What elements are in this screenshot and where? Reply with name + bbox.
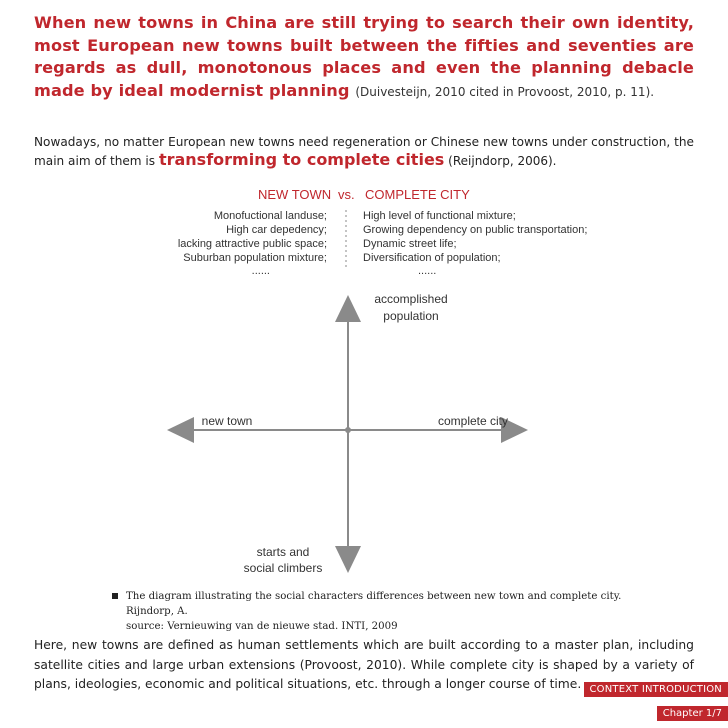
complete-city-trait: Diversification of population; bbox=[363, 252, 501, 264]
chapter-tag: Chapter 1/7 bbox=[657, 706, 728, 721]
diagram-caption bbox=[112, 589, 672, 634]
bullet-icon bbox=[112, 593, 118, 599]
new-town-trait: lacking attractive public space; bbox=[177, 238, 327, 250]
diagram-title-vs: vs. bbox=[338, 187, 355, 202]
caption-line: The diagram illustrating the social characters differences between new town and complete city. Rijndorp, A. bbox=[126, 591, 622, 617]
complete-city-trait: Growing dependency on public transportation; bbox=[363, 224, 588, 236]
intro-paragraph bbox=[34, 12, 694, 103]
complete-city-trait: ...... bbox=[418, 265, 437, 277]
new-town-vs-complete-city-diagram bbox=[0, 180, 728, 580]
diagram-title-new-town: NEW TOWN bbox=[258, 187, 332, 202]
new-town-trait: Suburban population mixture; bbox=[183, 252, 327, 264]
axis-bottom-label: social climbers bbox=[243, 561, 323, 575]
definition-paragraph: Here, new towns are defined as human settlements which are built according to a master plan, including satellite cities and large urban extensions (Provoost, 2010). While complete city is shaped by a variety of plans, ideologies, economic and political situations, etc. through a longer course of time. bbox=[34, 638, 694, 691]
new-town-trait: High car depedency; bbox=[226, 224, 327, 236]
axis-top-label: population bbox=[383, 309, 439, 323]
axis-right-label: complete city bbox=[437, 414, 509, 428]
arrow-down-icon bbox=[335, 546, 361, 573]
diagram-title-complete-city: COMPLETE CITY bbox=[365, 187, 470, 202]
new-town-trait: ...... bbox=[251, 265, 270, 277]
aim-paragraph bbox=[34, 133, 694, 170]
caption-source: source: Vernieuwing van de nieuwe stad. INTI, 2009 bbox=[126, 621, 398, 632]
intro-citation: (Duivesteijn, 2010 cited in Provoost, 2010, p. 11). bbox=[355, 84, 655, 99]
axis-origin bbox=[345, 427, 351, 433]
axis-bottom-label: starts and bbox=[256, 545, 310, 559]
new-town-trait: Monofuctional landuse; bbox=[213, 210, 327, 222]
aim-highlight: transforming to complete cities bbox=[158, 150, 445, 169]
diagram-svg bbox=[0, 180, 728, 580]
complete-city-trait: High level of functional mixture; bbox=[363, 210, 516, 222]
aim-citation: (Reijndorp, 2006). bbox=[448, 154, 557, 168]
aim-text: Nowadays, no matter European new towns need regeneration or Chinese new towns under construction, the main aim of them is bbox=[34, 135, 694, 168]
axis-left-label: new town bbox=[201, 414, 253, 428]
axis-top-label: accomplished bbox=[374, 292, 448, 306]
section-tag: CONTEXT INTRODUCTION bbox=[584, 682, 728, 697]
complete-city-trait: Dynamic street life; bbox=[363, 238, 457, 250]
intro-text: When new towns in China are still trying to search their own identity, most European new towns built between the fifties and seventies are regards as dull, monotonous places and even the planning debacle made by ideal modernist planning bbox=[34, 13, 694, 100]
arrow-up-icon bbox=[335, 295, 361, 322]
arrow-left-icon bbox=[167, 417, 194, 443]
